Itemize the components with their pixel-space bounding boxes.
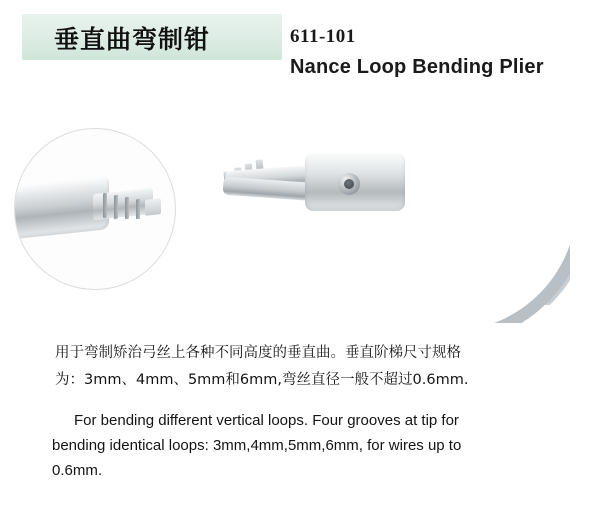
tip-neck-shape: [93, 188, 153, 220]
description-cn: [55, 340, 575, 394]
product-illustration: [0, 105, 615, 325]
description-cn-line1: 用于弯制矫治弓丝上各种不同高度的垂直曲。垂直阶梯尺寸规格: [55, 345, 461, 361]
groove-1: [103, 193, 107, 218]
page-title-cn: 垂直曲弯制钳: [54, 25, 211, 54]
page-title-en: Nance Loop Bending Plier: [290, 56, 544, 78]
groove-4: [136, 199, 140, 219]
plier-illustration: [205, 125, 585, 320]
plier-rivet-center: [344, 179, 354, 189]
description-en-line3: 0.6mm.: [52, 462, 103, 479]
description-en-line2: bending identical loops: 3mm,4mm,5mm,6mm, for wires up to: [52, 437, 462, 454]
groove-2: [114, 195, 118, 219]
description-en: [52, 408, 573, 483]
page-header: [0, 14, 615, 78]
description-en-line1: For bending different vertical loops. Four grooves at tip for: [74, 412, 459, 429]
groove-3: [125, 197, 129, 219]
description-block: [0, 340, 615, 483]
description-cn-line2: 为：3mm、4mm、5mm和6mm,弯丝直径一般不超过0.6mm.: [55, 372, 469, 388]
tip-detail-closeup: [14, 128, 176, 290]
tip-end-shape: [145, 198, 161, 216]
model-number: 611-101: [290, 26, 356, 47]
